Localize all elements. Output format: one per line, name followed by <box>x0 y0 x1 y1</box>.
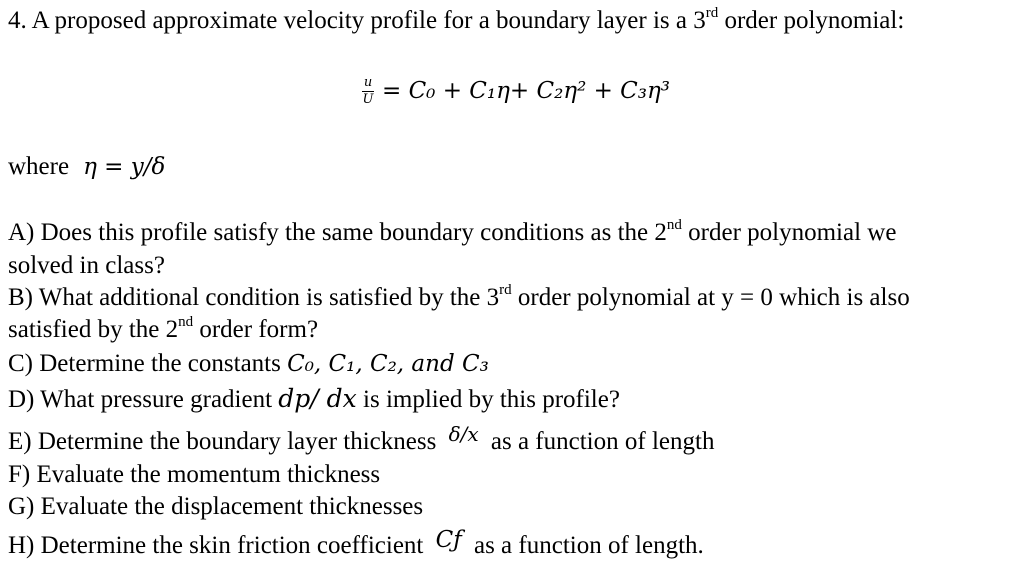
question-d-pressure-gradient: dp/ dx <box>278 384 357 413</box>
question-d <box>8 384 620 415</box>
velocity-profile-equation <box>362 68 670 114</box>
question-a-continuation: solved in class? <box>8 252 165 279</box>
question-a-suffix: order polynomial we <box>681 219 897 246</box>
question-b-line2-prefix: satisfied by the 2 <box>8 316 179 343</box>
problem-intro-suffix: order polynomial: <box>718 7 905 34</box>
fraction-denominator: U <box>362 91 374 107</box>
eta-definition: η = y/δ <box>83 154 166 180</box>
question-f <box>8 460 380 490</box>
question-h <box>8 527 704 561</box>
question-c <box>8 349 489 379</box>
question-e-suffix: as a function of length <box>484 428 715 455</box>
problem-intro-prefix: 4. A proposed approximate velocity profile for a boundary layer is a 3 <box>8 7 706 34</box>
question-f-text: F) Evaluate the momentum thickness <box>8 461 381 488</box>
question-e-thickness-ratio: δ/x <box>448 422 479 446</box>
question-b-line2-ordinal: nd <box>178 314 194 330</box>
problem-statement <box>8 6 904 36</box>
where-definition <box>8 152 165 182</box>
fraction-numerator: u <box>363 74 373 90</box>
question-h-suffix: as a function of length. <box>467 532 704 559</box>
question-a-line2 <box>8 251 165 281</box>
question-e-prefix: E) Determine the boundary layer thickness <box>8 428 443 455</box>
question-h-skin-friction-symbol: Cƒ <box>435 527 462 553</box>
question-b-line2-suffix: order form? <box>193 316 319 343</box>
question-c-text: C) Determine the constants <box>8 350 288 377</box>
where-label: where <box>8 153 70 180</box>
question-b-line1 <box>8 283 910 313</box>
question-a-ordinal: nd <box>666 217 682 233</box>
question-b-suffix: order polynomial at y = 0 which is also <box>511 284 910 311</box>
question-h-prefix: H) Determine the skin friction coefficient <box>8 532 430 559</box>
question-b-prefix: B) What additional condition is satisfied by the 3 <box>8 284 500 311</box>
question-d-prefix: D) What pressure gradient <box>8 386 279 413</box>
equation-rhs: = C₀ + C₁η+ C₂η² + C₃η³ <box>382 78 671 104</box>
question-b-ordinal: rd <box>499 282 512 298</box>
velocity-ratio-fraction <box>362 76 374 107</box>
problem-intro-ordinal: rd <box>705 5 719 21</box>
question-g <box>8 492 423 522</box>
question-d-suffix: is implied by this profile? <box>356 386 620 413</box>
question-a-prefix: A) Does this profile satisfy the same boundary conditions as the 2 <box>8 219 667 246</box>
question-b-line2 <box>8 315 318 345</box>
question-a-line1 <box>8 218 896 248</box>
question-c-constants: C₀, C₁, C₂, and C₃ <box>287 351 489 377</box>
question-e <box>8 422 715 457</box>
question-g-text: G) Evaluate the displacement thicknesses <box>8 493 424 520</box>
